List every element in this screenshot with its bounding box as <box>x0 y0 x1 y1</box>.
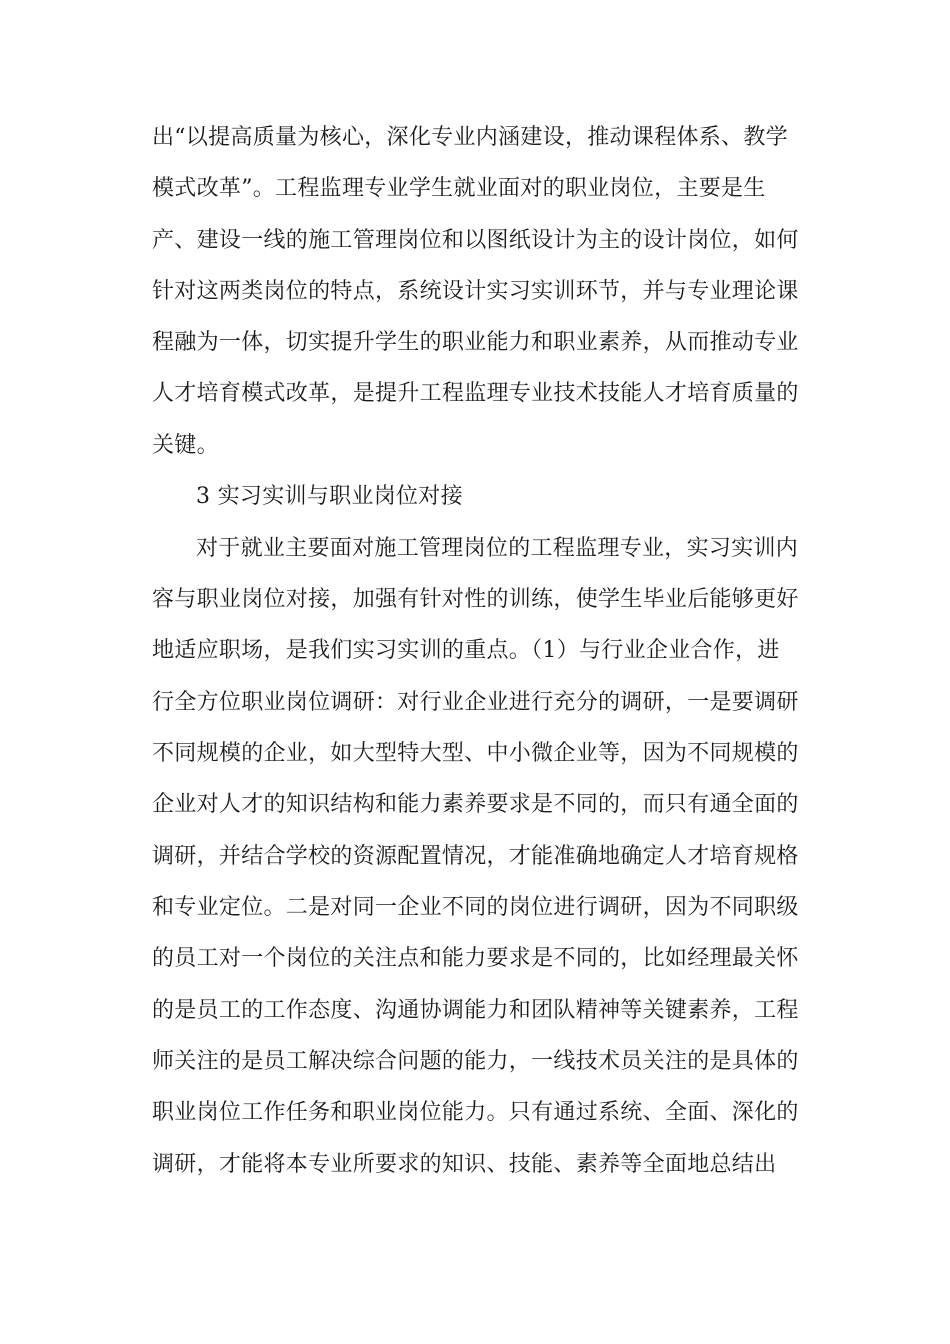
text-line: 人才培育模式改革，是提升工程监理专业技术技能人才培育质量的 <box>152 381 799 406</box>
text-line: 地适应职场，是我们实习实训的重点。（1）与行业企业合作，进 <box>152 638 780 663</box>
text-line: 的是员工的工作态度、沟通协调能力和团队精神等关键素养，工程 <box>152 998 799 1023</box>
text-line: 和专业定位。二是对同一企业不同的岗位进行调研，因为不同职级 <box>152 895 799 920</box>
text-line: 容与职业岗位对接，加强有针对性的训练，使学生毕业后能够更好 <box>152 587 799 612</box>
text-line: 不同规模的企业，如大型特大型、中小微企业等，因为不同规模的 <box>152 741 799 766</box>
text-line: 关键。 <box>152 433 219 458</box>
text-line: 模式改革”。工程监理专业学生就业面对的职业岗位，主要是生 <box>152 176 766 201</box>
text-line: 产、建设一线的施工管理岗位和以图纸设计为主的设计岗位，如何 <box>152 228 799 253</box>
text-line: 程融为一体，切实提升学生的职业能力和职业素养，从而推动专业 <box>152 330 799 355</box>
text-line: 企业对人才的知识结构和能力素养要求是不同的，而只有通全面的 <box>152 792 799 817</box>
text-line: 调研，才能将本专业所要求的知识、技能、素养等全面地总结出 <box>152 1152 777 1177</box>
text-line: 对于就业主要面对施工管理岗位的工程监理专业，实习实训内 <box>196 536 799 561</box>
text-line: 师关注的是员工解决综合问题的能力，一线技术员关注的是具体的 <box>152 1049 799 1074</box>
text-line: 的员工对一个岗位的关注点和能力要求是不同的，比如经理最关怀 <box>152 946 799 971</box>
text-line: 职业岗位工作任务和职业岗位能力。只有通过系统、全面、深化的 <box>152 1100 799 1125</box>
text-line: 针对这两类岗位的特点，系统设计实习实训环节，并与专业理论课 <box>152 279 799 304</box>
text-line: 行全方位职业岗位调研：对行业企业进行充分的调研，一是要调研 <box>152 690 799 715</box>
text-line: 调研，并结合学校的资源配置情况，才能准确地确定人才培育规格 <box>152 844 799 869</box>
text-line: 出“以提高质量为核心，深化专业内涵建设，推动课程体系、教学 <box>152 125 788 150</box>
section-heading: 3 实习实训与职业岗位对接 <box>196 484 463 509</box>
